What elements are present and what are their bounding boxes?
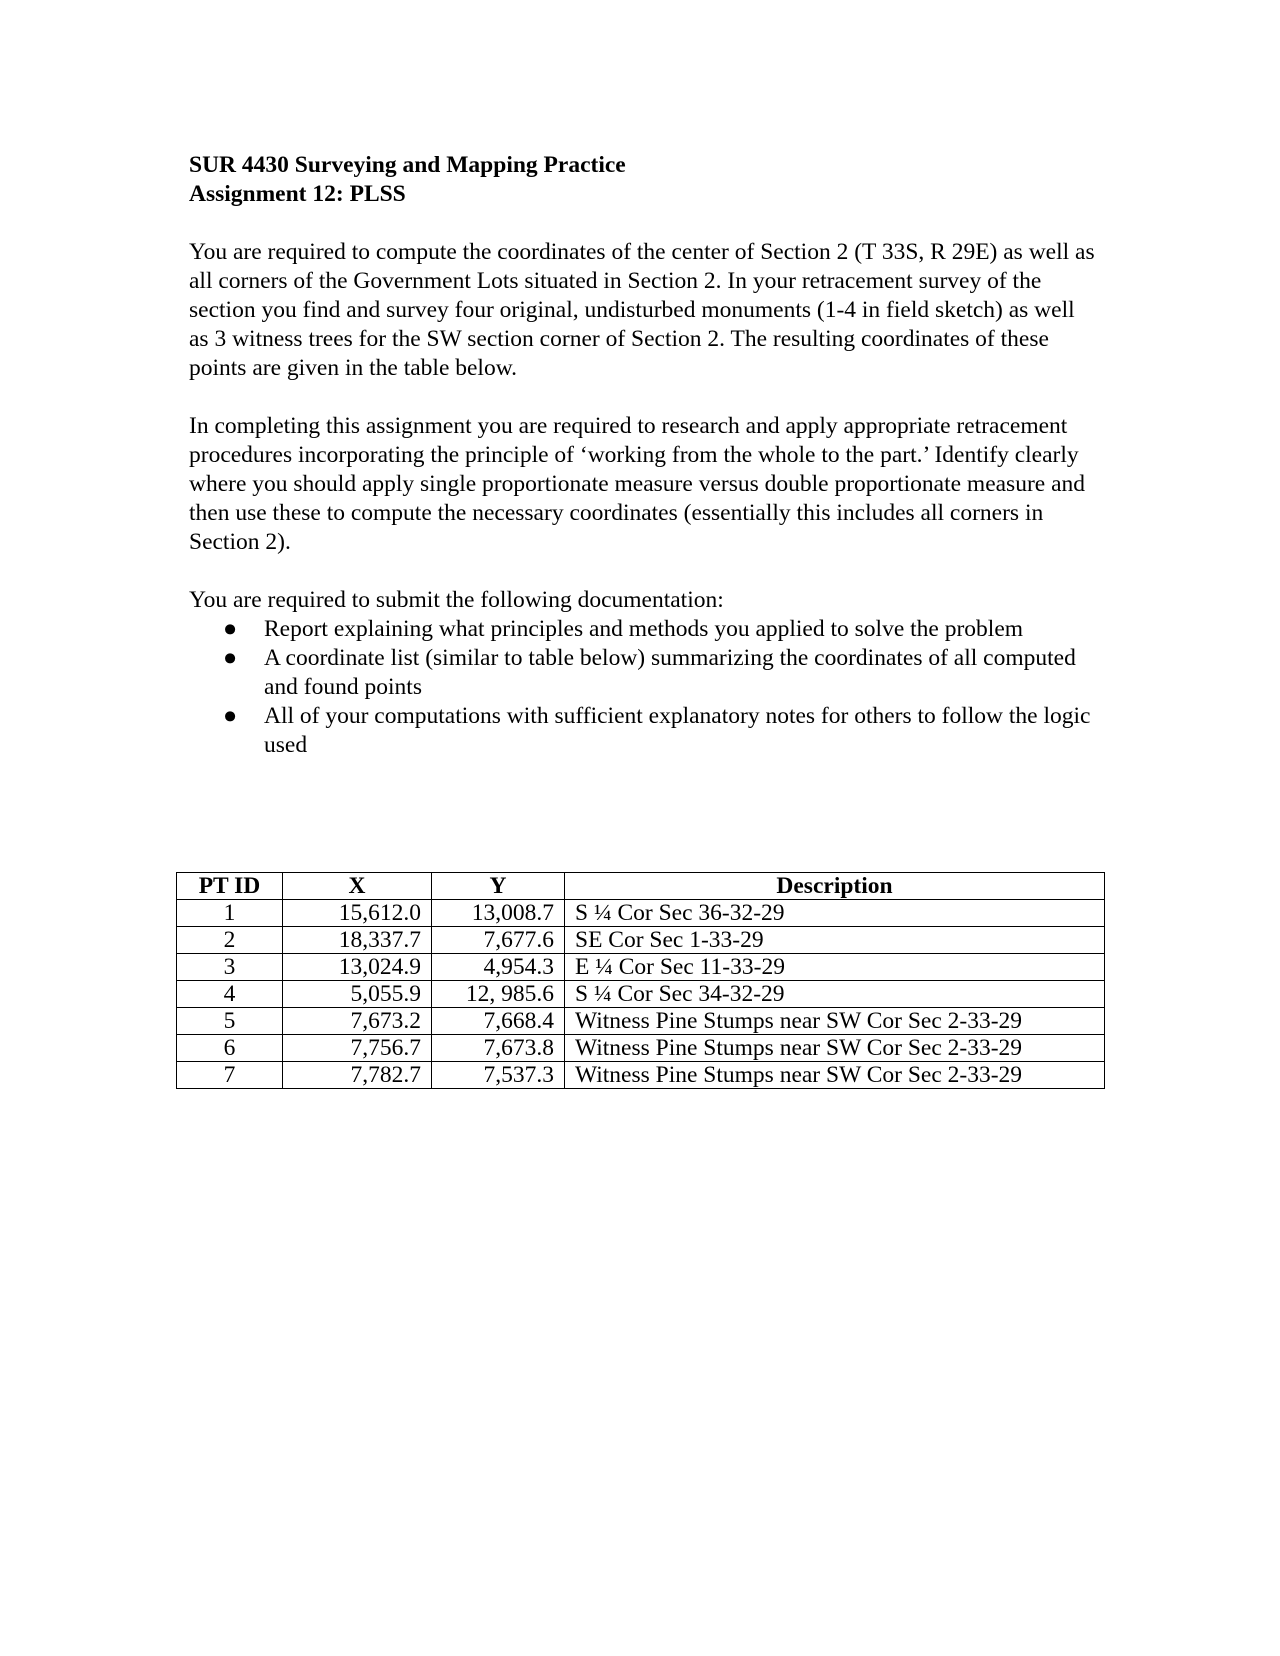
table-row	[177, 1035, 1105, 1062]
table-row	[177, 927, 1105, 954]
table-row	[177, 981, 1105, 1008]
cell-description: S ¼ Cor Sec 34-32-29	[565, 981, 1105, 1008]
cell-y: 7,668.4	[432, 1008, 565, 1035]
cell-description: Witness Pine Stumps near SW Cor Sec 2-33-29	[565, 1035, 1105, 1062]
cell-y: 7,673.8	[432, 1035, 565, 1062]
cell-x: 7,673.2	[283, 1008, 432, 1035]
cell-description: Witness Pine Stumps near SW Cor Sec 2-33-29	[565, 1062, 1105, 1089]
cell-description: SE Cor Sec 1-33-29	[565, 927, 1105, 954]
table-header-row	[177, 873, 1105, 900]
bullet-icon: ●	[223, 645, 238, 671]
cell-description: E ¼ Cor Sec 11-33-29	[565, 954, 1105, 981]
table-row	[177, 1062, 1105, 1089]
header-y: Y	[432, 873, 565, 900]
cell-y: 13,008.7	[432, 900, 565, 927]
cell-description: S ¼ Cor Sec 36-32-29	[565, 900, 1105, 927]
list-item	[189, 615, 1099, 644]
table-row	[177, 1008, 1105, 1035]
bullet-icon: ●	[223, 616, 238, 642]
cell-x: 5,055.9	[283, 981, 432, 1008]
document-body	[189, 151, 1099, 760]
list-item	[189, 702, 1099, 760]
header-description: Description	[565, 873, 1105, 900]
header-pt-id: PT ID	[177, 873, 283, 900]
documentation-list	[189, 615, 1099, 760]
cell-x: 7,756.7	[283, 1035, 432, 1062]
cell-pt-id: 3	[177, 954, 283, 981]
table-row	[177, 954, 1105, 981]
coordinate-table	[176, 872, 1105, 1089]
list-item-text: Report explaining what principles and methods you applied to solve the problem	[264, 616, 1024, 642]
intro-paragraph: You are required to compute the coordinates of the center of Section 2 (T 33S, R 29E) as well as all corners of the Government Lots situated in Section 2. In your retracement survey of the section you find and survey four original, undisturbed monuments (1-4 in field sketch) as well as 3 witness trees for the SW section corner of Section 2. The resulting coordinates of these points are given in the table below.	[189, 239, 1095, 381]
cell-pt-id: 2	[177, 927, 283, 954]
list-item-text: All of your computations with sufficient explanatory notes for others to follow the logic used	[264, 703, 1091, 758]
cell-pt-id: 5	[177, 1008, 283, 1035]
cell-pt-id: 7	[177, 1062, 283, 1089]
cell-x: 7,782.7	[283, 1062, 432, 1089]
course-title: SUR 4430 Surveying and Mapping Practice	[189, 152, 626, 178]
table-row	[177, 900, 1105, 927]
header-x: X	[283, 873, 432, 900]
list-item	[189, 644, 1099, 702]
cell-y: 12, 985.6	[432, 981, 565, 1008]
cell-description: Witness Pine Stumps near SW Cor Sec 2-33-29	[565, 1008, 1105, 1035]
cell-y: 7,677.6	[432, 927, 565, 954]
procedure-paragraph: In completing this assignment you are required to research and apply appropriate retracement procedures incorporating the principle of ‘working from the whole to the part.’ Identify clearly where you should apply single proportionate measure versus double proportionate measure and then use these to compute the necessary coordinates (essentially this includes all corners in Section 2).	[189, 413, 1086, 555]
assignment-title: Assignment 12: PLSS	[189, 181, 406, 207]
list-item-text: A coordinate list (similar to table below) summarizing the coordinates of all computed and found points	[264, 645, 1076, 700]
cell-y: 7,537.3	[432, 1062, 565, 1089]
cell-x: 15,612.0	[283, 900, 432, 927]
cell-y: 4,954.3	[432, 954, 565, 981]
cell-x: 18,337.7	[283, 927, 432, 954]
cell-pt-id: 4	[177, 981, 283, 1008]
cell-x: 13,024.9	[283, 954, 432, 981]
bullet-icon: ●	[223, 703, 238, 729]
cell-pt-id: 1	[177, 900, 283, 927]
documentation-intro: You are required to submit the following documentation:	[189, 587, 724, 613]
cell-pt-id: 6	[177, 1035, 283, 1062]
